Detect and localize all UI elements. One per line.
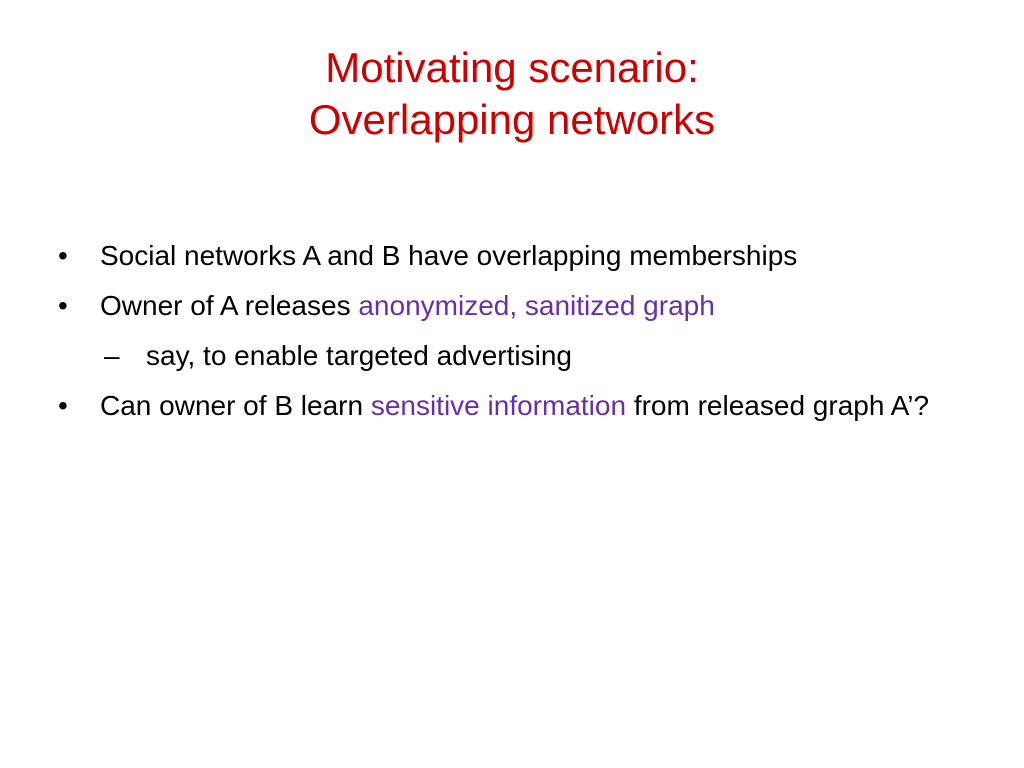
bullet-item-2 bbox=[58, 286, 978, 326]
highlighted-text: anonymized, sanitized graph bbox=[358, 290, 715, 321]
sub-bullet-item-1 bbox=[58, 336, 978, 376]
sub-bullet-marker: – bbox=[104, 340, 120, 371]
bullet-item-3 bbox=[58, 386, 978, 426]
bullet-text-continued: from released graph A’? bbox=[626, 390, 930, 421]
bullet-list bbox=[58, 236, 978, 436]
bullet-text: Can owner of B learn bbox=[100, 390, 371, 421]
bullet-text: Owner of A releases bbox=[100, 290, 359, 321]
slide-title-line-2: Overlapping networks bbox=[308, 96, 716, 143]
bullet-marker: • bbox=[58, 240, 68, 271]
bullet-text: Social networks A and B have overlapping memberships bbox=[100, 240, 798, 271]
bullet-marker: • bbox=[58, 290, 68, 321]
slide-title-line-1: Motivating scenario: bbox=[325, 44, 699, 91]
bullet-marker: • bbox=[58, 390, 68, 421]
highlighted-text: sensitive information bbox=[370, 390, 627, 421]
bullet-item-1 bbox=[58, 236, 978, 276]
sub-bullet-text: say, to enable targeted advertising bbox=[146, 340, 572, 371]
slide-title bbox=[0, 42, 1024, 146]
